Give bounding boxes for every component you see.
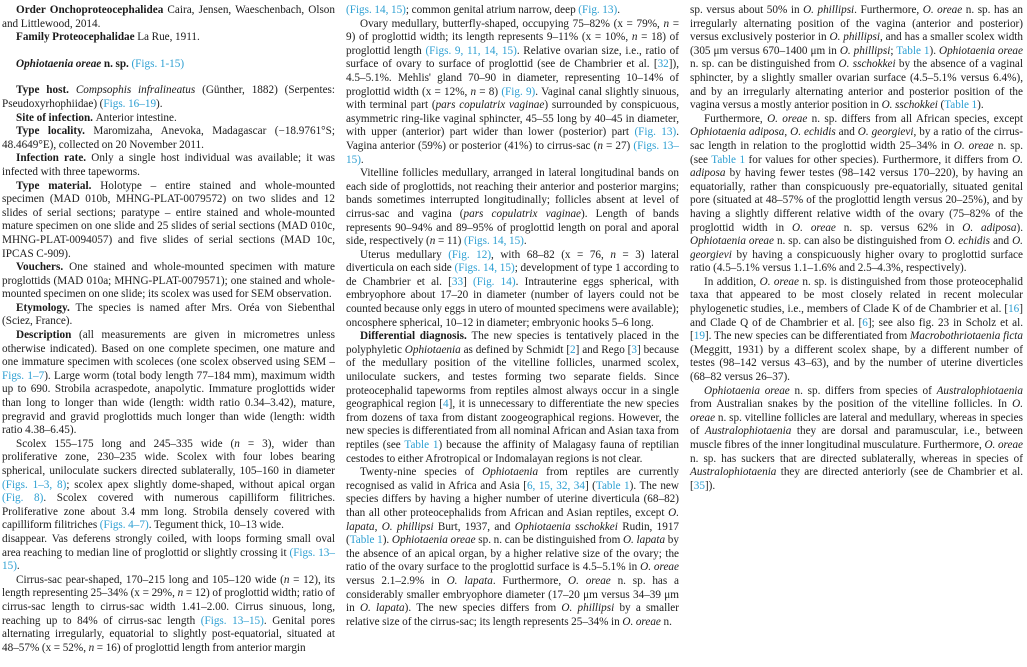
text-run: ] xyxy=(463,275,474,288)
text-run: n xyxy=(631,31,638,44)
cross-reference-link[interactable]: 3 xyxy=(631,343,638,356)
column-right xyxy=(690,4,1023,667)
text-run: ] ( xyxy=(584,479,596,492)
text-run: O. oreae xyxy=(767,112,808,125)
text-run: Australophiotaenia xyxy=(704,425,792,438)
text-run: O. lapata xyxy=(359,602,405,615)
text-run: Ophiotaenia xyxy=(482,466,539,479)
order-line xyxy=(2,4,335,31)
cross-reference-link[interactable]: (Fig. 8) xyxy=(2,492,44,505)
cross-reference-link[interactable]: 4 xyxy=(443,398,449,411)
text-run: ; xyxy=(890,44,897,57)
text-run: (all measurements are given in micrometres unless otherwise indicated). Based on one complete specimen, one mature and one immature specimen with scoleces (one scolex observed using SEM – xyxy=(2,329,335,369)
text-run: O. oreae xyxy=(640,561,679,574)
description xyxy=(2,329,335,438)
text-run: , xyxy=(374,520,382,533)
text-run: = 3), wider than proliferative zone, 230–235 wide. Scolex with four lobes bearing spherical, uniloculate suckers directed sublaterally, 105–160 in diameter xyxy=(2,437,336,477)
text-run: Family Proteocephalidae xyxy=(16,31,135,44)
text-run: . Intrauterine eggs spherical, with embryophore about 17–20 in diameter (number of layers could not be counted because only eggs in utero of mounted specimens were available); oncosphere spherical, 10–12 in diameter; embryonic hooks 5–6 long. xyxy=(346,275,679,329)
cross-reference-link[interactable]: (Fig. 13) xyxy=(634,126,677,139)
text-run: O. oreae xyxy=(568,574,611,587)
text-run: from reptiles are currently recognised as valid in Africa and Asia [ xyxy=(346,466,679,492)
text-run: Type host. xyxy=(16,84,76,97)
text-run: Furthermore, xyxy=(704,112,768,125)
scolex-paragraph xyxy=(2,438,335,533)
cross-reference-link[interactable]: (Figs. 4–7) xyxy=(99,519,149,532)
text-run: ( xyxy=(937,99,945,112)
text-run: n. sp. vitelline follicles are lateral and medullary, whereas in species of xyxy=(690,411,1023,438)
text-run: Type material. xyxy=(16,179,101,192)
text-run: n xyxy=(663,17,670,30)
cross-reference-link[interactable]: 19 xyxy=(693,330,705,343)
text-run: . xyxy=(523,235,527,248)
text-run: ], it is unnecessary to differentiate the new species from dozens of taxa from distant zoogeographical regions. However, the new species is differentiated from all nominal African and Asian taxa from reptiles (see xyxy=(346,398,679,451)
text-run: Caira, Jensen, Waeschenbach, Olson and Littlewood, 2014. xyxy=(2,4,335,30)
text-run: Ophiotaenia oreae xyxy=(16,57,102,70)
text-run: Australophiotaenia xyxy=(936,384,1023,397)
text-run: , with 68–82 (x = 76, xyxy=(491,248,611,261)
text-run: (Meggitt, 1931) by a different scolex shape, by a different number of testes (98–142 versus 43–63), and by the number of uterine diverticles (68–82 versus 26–37). xyxy=(690,343,1023,384)
cross-reference-link[interactable]: (Fig. 12) xyxy=(448,248,492,261)
cross-reference-link[interactable]: 2 xyxy=(570,343,576,356)
text-run: Australophiotaenia xyxy=(690,466,777,479)
text-run: Ovary medullary, butterfly-shaped, occupying 75–82% (x = 79%, xyxy=(360,17,664,30)
text-run: pars copulatrix vaginae xyxy=(435,99,545,112)
species-heading xyxy=(2,58,335,72)
column-middle xyxy=(346,4,679,667)
differential-diagnosis xyxy=(346,330,679,466)
cross-reference-link[interactable]: (Fig. 14) xyxy=(473,275,516,288)
text-run: versus 2.1–2.9% in xyxy=(346,574,447,587)
text-run: sp. versus about 50% in xyxy=(690,4,804,16)
text-run: Ophiotaenia oreae xyxy=(391,534,476,547)
uterus-paragraph xyxy=(346,249,679,331)
phillipsi-comparison-fragment xyxy=(690,4,1023,113)
text-run: Compsophis infralineatus xyxy=(75,84,196,97)
text-run: Ophiotaenia adiposa xyxy=(690,126,785,139)
text-run: O. adiposa xyxy=(962,221,1017,234)
text-run: = 8) xyxy=(476,85,502,98)
text-run: n xyxy=(88,641,95,654)
cross-reference-link[interactable]: Table 1 xyxy=(349,534,383,547)
cross-reference-link[interactable]: Table 1 xyxy=(896,44,930,57)
text-run: Type locality. xyxy=(16,125,94,138)
text-run: ). Large worm (total body length 77–184 mm), maximum width up to 690. Strobila acraspedote, anapolytic. Immature proglottids wider than long to longer than wide (length: width ratio 0.34–3.42), mature, pregravid and gravid proglottids much longer than wide (length: width ratio 4.38–6.45). xyxy=(2,369,336,437)
text-run: One stained and whole-mounted specimen with mature proglottids (MAD 010a; MHNG-PLAT-0079571); one stained and whole-mounted specimen on one slide; its scolex was used for SEM observation. xyxy=(2,261,336,301)
text-run: for values for other species). Furthermore, it differs from xyxy=(745,153,1013,166)
text-run: , by a ratio of the cirrus-sac length in relation to the proglottid width 25–34% in xyxy=(690,126,1023,152)
text-run: ; scolex apex slightly dome-shaped, without apical organ xyxy=(66,478,335,491)
type-host xyxy=(2,84,335,111)
text-run: O. echidis xyxy=(944,235,990,248)
text-run: = 9) of proglottid width; its length represents 9–11% (x = 10%, xyxy=(346,17,679,44)
text-run: ). xyxy=(156,97,163,110)
text-run: n. sp. has a considerably smaller embryophore diameter (17–20 μm versus 34–39 μm in xyxy=(346,574,680,615)
cross-reference-link[interactable]: Table 1 xyxy=(595,479,630,492)
text-run: . Relative ovarian size, i.e., ratio of surface of ovary to surface of proglottid (see de Chambrier et al. [ xyxy=(346,44,679,71)
text-run: Description xyxy=(16,329,72,342)
text-run: . Tegument thick, 10–13 wide. xyxy=(148,519,284,532)
text-run: n xyxy=(429,235,436,248)
text-run: ). xyxy=(929,44,939,57)
text-run: n xyxy=(610,248,616,261)
text-run: ]). xyxy=(704,479,716,492)
text-run: O. lapata xyxy=(622,534,666,547)
text-run: O. georgievi xyxy=(690,235,1023,261)
text-run: O. sschokkei xyxy=(881,99,938,112)
text-run: Ophiotaenia xyxy=(404,343,461,356)
text-run: n xyxy=(234,437,240,450)
text-run: by the absence of an apical organ, by a higher relative size of the ovary; the ratio of the ovary surface to the proglottid surface is 4.5–5.1% in xyxy=(346,534,679,574)
text-run: O. phillipsi xyxy=(839,44,891,57)
text-run: O. oreae xyxy=(792,221,836,234)
text-run: n xyxy=(597,139,603,152)
text-run: n. sp. is distinguished from those proteocephalid taxa that appeared to be most closely related in recent molecular phylogenetic studies, i.e., members of Clade K of de Chambrier et al. [ xyxy=(690,275,1024,316)
text-run: by having fewer testes (98–142 versus 170–220), by having an equatorially, rather than conspicuously pre-equatorially, situated genital pore (situated at 48–57% of the proglottid length versus 20–25%), and by having a slightly different relative width of the ovary (75–82% of the proglottid width in xyxy=(690,167,1023,234)
text-run: pars copulatrix vaginae xyxy=(463,207,582,220)
text-run: = 12), its length representing 25–34% (x = 29%, xyxy=(2,573,335,600)
cross-reference-link[interactable]: 6, 15, 32, 34 xyxy=(526,479,585,492)
text-run: = 3) lateral diverticula on each side xyxy=(346,248,679,275)
text-run: Scolex 155–175 long and 245–335 wide ( xyxy=(16,437,235,450)
text-run: Twenty-nine species of xyxy=(360,466,483,479)
family-line xyxy=(2,31,335,45)
site-of-infection xyxy=(2,112,335,126)
text-run: O. phillipsi xyxy=(561,602,615,615)
vas-deferens-fragment xyxy=(2,533,335,574)
african-species-comparison xyxy=(690,113,1023,276)
type-material xyxy=(2,180,335,262)
text-run: . xyxy=(360,153,364,166)
text-run: O. phillipsi xyxy=(381,520,434,533)
cross-reference-link[interactable]: Figs. 16–19 xyxy=(103,97,157,110)
text-run: Macrobothriotaenia ficta xyxy=(909,330,1023,343)
text-run: O. phillipsi xyxy=(829,31,880,44)
text-run: ] and Rego [ xyxy=(575,343,632,356)
text-run: = 12) of proglottid width; ratio of cirrus-sac length to cirrus-sac width 1.41–2.00. Cirrus sinuous, long, reaching up to 84% of cirrus-sac length xyxy=(2,587,335,627)
text-run: from Australian snakes by the position of the vitelline follicles. In xyxy=(690,398,1013,411)
text-run: . Furthermore, xyxy=(492,574,569,587)
cross-reference-link[interactable]: (Figs. 14, 15) xyxy=(454,262,515,275)
text-run: ] because of the medullary position of the vitelline follicles, unarmed scolex, uniloculate suckers, and testes forming two separate fields. Since proteocephalid tapeworms from reptiles almost always occur in a single geographical region [ xyxy=(346,343,679,411)
text-run: , xyxy=(784,126,791,139)
text-run: Anterior intestine. xyxy=(95,111,177,124)
text-run: ; development of type 1 according to de Chambrier et al. [ xyxy=(346,262,679,288)
text-run: Uterus medullary xyxy=(360,248,449,261)
text-run: . Scolex covered with numerous capilliform filitriches. Proliferative zone about 3.4 mm long. Strobila densely covered with capilliform filitriches xyxy=(2,492,335,532)
text-run: n. sp. can be distinguished from xyxy=(690,58,839,71)
cross-reference-link[interactable]: 16 xyxy=(1008,303,1020,316)
text-run: O. oreae xyxy=(622,615,661,628)
text-run: In addition, xyxy=(704,275,760,288)
text-run: La Rue, 1911. xyxy=(134,31,200,44)
text-run: Ophiotaenia oreae xyxy=(704,384,790,397)
text-run: O. oreae xyxy=(690,398,1023,424)
text-run: O. oreae xyxy=(922,4,963,16)
text-run: n xyxy=(470,85,477,98)
cross-reference-link[interactable]: (Figs. 14, 15) xyxy=(464,235,524,248)
text-run: = 11) xyxy=(435,235,464,248)
text-run: they are directed anteriorly (see de Chambrier et al. [ xyxy=(690,466,1023,492)
text-run: and xyxy=(835,126,858,139)
text-run: sp. n. can be distinguished from xyxy=(475,534,623,547)
type-locality xyxy=(2,125,335,152)
text-run: . Vaginal canal slightly sinuous, with terminal part ( xyxy=(346,85,679,112)
text-run: O. georgievi xyxy=(857,126,914,139)
cross-reference-link[interactable]: (Figs. 1-15) xyxy=(131,57,185,70)
text-run: Site of infection. xyxy=(16,111,96,124)
text-run: n. sp. has an irregularly alternating position of the vagina (anterior and posterior) versus exclusively posterior in xyxy=(690,4,1023,44)
text-run: ). xyxy=(382,534,392,547)
text-run: O. sschokkei xyxy=(838,58,896,71)
text-run: O. lapata xyxy=(446,574,493,587)
cross-reference-link[interactable]: Figs. 1–7 xyxy=(2,369,45,382)
text-run: O. adiposa xyxy=(690,153,1023,180)
text-run: Cirrus-sac pear-shaped, 170–215 long and 105–120 wide ( xyxy=(16,573,284,586)
infection-rate xyxy=(2,152,335,179)
cross-reference-link[interactable]: (Figs. 14, 15) xyxy=(346,4,406,16)
text-run: ). xyxy=(1016,221,1024,234)
text-run: Differential diagnosis. xyxy=(360,330,472,343)
australophiotaenia-comparison xyxy=(690,385,1023,494)
text-run: . xyxy=(16,560,20,573)
text-run: Order Onchoproteocephalidea xyxy=(16,4,164,16)
text-run: n. sp. versus 62% in xyxy=(835,221,963,234)
text-run: ). The new species differs from xyxy=(404,602,562,615)
text-run: Only a single host individual was available; it was infected with three tapeworms. xyxy=(2,152,335,178)
text-run: . Genital pores alternating irregularly, equatorial to slightly post-equatorial, situated at 48–57% (x = 52%, xyxy=(2,614,336,654)
text-run: Ophiotaenia oreae xyxy=(939,44,1023,57)
cross-reference-link[interactable]: Table 1 xyxy=(944,99,978,112)
text-run: Holotype – entire stained and whole-mounted specimen (MAD 010b, MHNG-PLAT-0079572) on two slides and 12 slides of serial sections; paratype – entire stained and whole-mounted mature specimen on one slide and 25 slides of serial sections (MAD 010c, MHNG-PLAT-0094057) and five slides of serial sections (MAD 10c, IPCAS C-909). xyxy=(2,179,335,260)
etymology xyxy=(2,302,335,329)
cross-reference-link[interactable]: (Figs. 9, 11, 14, 15) xyxy=(425,44,517,57)
text-run: The new species is tentatively placed in the polyphyletic xyxy=(346,330,679,356)
molecular-comparison xyxy=(690,276,1023,385)
text-run: by having a conspicuously higher ovary to proglottid surface ratio (4.5–5.1% versus 1.1–1.6% and 2.5–4.3%, respectively). xyxy=(690,248,1023,275)
text-run: Ophiotaenia sschokkei xyxy=(514,520,618,533)
text-run: ]. The new species can be differentiated from xyxy=(704,330,910,343)
text-run: ) surrounded by conspicuous, asymmetric ring-like vaginal sphincter, 45–55 long by 40–45 in diameter, with upper (anterior) part wider than lower (posterior) part xyxy=(346,99,679,139)
text-run: ; common genital atrium narrow, deep xyxy=(405,4,579,16)
cross-reference-link[interactable]: (Figs. 1–3, 8) xyxy=(2,478,67,491)
text-run: ) because the affinity of Malagasy fauna of reptilian cestodes to either Afrotropical or Indomalayan regions is not clear. xyxy=(346,439,679,465)
text-run: ). The new species differs by having a higher number of uterine diverticula (68–82) than all other proteocephalids from African and Asian reptiles, except xyxy=(346,479,679,519)
text-run: n. sp. can also be distinguished from xyxy=(773,235,945,248)
text-run: . xyxy=(617,4,621,16)
text-run: ] and Clade Q of de Chambrier et al. [ xyxy=(690,303,1023,329)
text-run: ). xyxy=(977,99,984,112)
column-left xyxy=(2,4,335,667)
text-run: O. phillipsi xyxy=(803,4,855,16)
text-run: O. echidis xyxy=(790,126,836,139)
text-run: n. sp. differs from species of xyxy=(789,384,937,397)
text-run: Vitelline follicles medullary, arranged in lateral longitudinal bands on each side of proglottids, not reaching their anterior and posterior margins; bands sometimes interrupted longitudinally; follicles absent at level of cirrus-sac and vagina ( xyxy=(346,167,679,220)
text-run: Burt, 1937, and xyxy=(433,520,515,533)
cross-reference-link[interactable]: 33 xyxy=(451,275,464,288)
text-run: = 18) of proglottid length xyxy=(346,31,679,57)
ovary-paragraph xyxy=(346,18,679,168)
text-run: , and has a smaller scolex width (305 μm versus 670–1400 μm in xyxy=(690,31,1023,57)
text-run: = 16) of proglottid length from anterior margin xyxy=(94,641,306,654)
text-run: n. sp. (see xyxy=(690,139,1023,166)
text-run: Rudin, 1917 ( xyxy=(346,520,680,547)
text-run: ]; see also fig. 23 in Scholz et al. [ xyxy=(690,316,1023,343)
text-run: Maromizaha, Anevoka, Madagascar (−18.9761°S; 48.4649°E), collected on 20 November 2011. xyxy=(2,125,335,151)
cross-reference-link[interactable]: Table 1 xyxy=(404,439,439,451)
text-run: by the absence of a vaginal sphincter, by a slightly smaller ovarian surface (4.5–5.1% versus 6.4%), and by an irregularly alternating anterior and posterior position of the vagina versus a mostly anterior position in xyxy=(690,58,1023,112)
twenty-nine-species xyxy=(346,466,679,629)
cross-reference-link[interactable]: Table 1 xyxy=(711,153,746,166)
text-run: ]), 4.5–5.1%. Mehlis' gland 70–90 in diameter, representing 10–14% of proglottid width (x = 12%, xyxy=(346,58,679,98)
vouchers xyxy=(2,261,335,302)
text-run: The species is named after Mrs. Oréa von Siebenthal (Sciez, France). xyxy=(2,301,335,328)
text-run: (Günther, 1882) (Serpentes: Pseudoxyrhophiidae) ( xyxy=(2,84,335,110)
text-run: n. sp. has suckers that are directed sublaterally, whereas in species of xyxy=(690,452,1023,465)
text-run: n. xyxy=(660,615,672,628)
cirrus-sac-paragraph xyxy=(2,574,335,656)
text-run: by a smaller relative size of the cirrus-sac; its length represents 25–34% in xyxy=(346,602,679,628)
text-run: and xyxy=(989,235,1013,248)
text-run: n xyxy=(177,587,184,600)
text-run: O. oreae xyxy=(953,139,994,152)
text-run: n. sp. differs from all African species, except xyxy=(807,112,1023,125)
text-run: O. oreae xyxy=(984,439,1024,451)
cross-reference-link[interactable]: (Fig. 9) xyxy=(501,85,536,98)
cross-reference-link[interactable]: (Fig. 13) xyxy=(578,4,618,16)
text-run: = 27) xyxy=(602,139,634,152)
text-run: as defined by Schmidt [ xyxy=(460,343,571,356)
text-run: ). Length of bands represents 90–94% and 89–95% of proglottid length on poral and aporal side, respectively ( xyxy=(346,207,679,248)
text-run: Etymology. xyxy=(16,301,76,314)
vitelline-paragraph xyxy=(346,167,679,249)
text-run: . Furthermore, xyxy=(854,4,923,16)
text-run: O. lapata xyxy=(346,506,679,533)
cross-reference-link[interactable]: 6 xyxy=(862,316,868,329)
cross-reference-link[interactable]: (Figs. 13–15) xyxy=(346,139,679,166)
text-run: Ophiotaenia oreae xyxy=(690,235,774,248)
text-run: O. oreae xyxy=(759,275,799,288)
text-run: they are dorsal and paramuscular, i.e., between muscle fibres of the inner longitudinal musculature. Furthermore, xyxy=(690,425,1023,451)
cross-reference-link[interactable]: (Figs. 13–15) xyxy=(2,546,335,573)
text-run: n. sp. xyxy=(101,57,132,70)
text-run: disappear. Vas deferens strongly coiled, with loops forming small oval area reaching to median line of proglottid or slightly crossing it xyxy=(2,532,335,559)
cross-reference-link[interactable]: (Figs. 13–15) xyxy=(200,614,264,627)
cross-reference-link[interactable]: 35 xyxy=(693,479,705,492)
cross-reference-link[interactable]: 32 xyxy=(657,58,669,71)
genital-atrium-fragment xyxy=(346,4,679,18)
text-run: n xyxy=(283,573,290,586)
text-run: Vouchers. xyxy=(16,261,70,274)
text-run: Infection rate. xyxy=(16,152,92,165)
text-run: . Vagina anterior (59%) or posterior (41%) to cirrus-sac ( xyxy=(346,126,679,152)
